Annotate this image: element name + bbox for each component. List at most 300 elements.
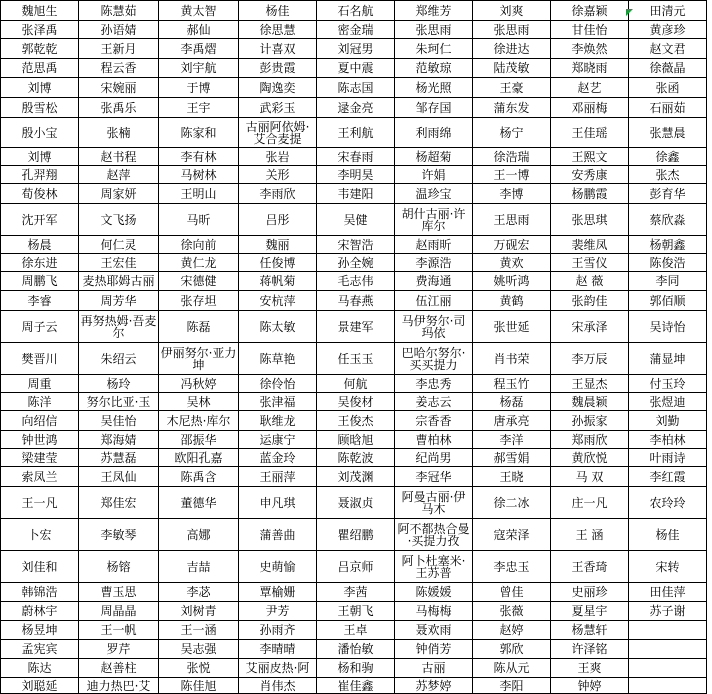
name-cell[interactable]: 范思禹 [1, 59, 79, 78]
name-cell[interactable]: 邹存国 [395, 98, 473, 118]
name-cell[interactable]: 石丽茹 [629, 98, 707, 118]
name-cell[interactable]: 赵书程 [79, 148, 159, 166]
name-cell[interactable]: 陈媛媛 [395, 583, 473, 602]
name-cell[interactable] [629, 640, 707, 659]
table-row [1, 393, 707, 411]
name-cell[interactable]: 邵振华 [159, 431, 239, 449]
name-cell[interactable]: 吉喆 [159, 551, 239, 583]
name-cell[interactable]: 曹柏林 [395, 431, 473, 449]
name-cell[interactable]: 徐鑫 [629, 148, 707, 166]
name-cell[interactable]: 索凤兰 [1, 467, 79, 487]
name-cell[interactable]: 聂欢雨 [395, 621, 473, 640]
name-cell[interactable]: 杨镕 [79, 551, 159, 583]
name-cell[interactable]: 蓝金玲 [239, 449, 317, 467]
name-cell[interactable]: 王新月 [79, 39, 159, 59]
name-cell[interactable]: 蔡欣淼 [629, 204, 707, 236]
name-cell[interactable]: 李晴晴 [239, 640, 317, 659]
table-row [1, 1, 707, 21]
name-cell[interactable]: 吴佳怡 [79, 411, 159, 431]
name-cell[interactable]: 密金瑞 [317, 21, 395, 39]
name-cell[interactable]: 张津福 [239, 393, 317, 411]
name-cell[interactable]: 王一帆 [79, 621, 159, 640]
name-cell[interactable]: 赵雨昕 [395, 236, 473, 254]
name-cell[interactable]: 赵婷 [473, 621, 551, 640]
name-cell[interactable]: 巴哈尔努尔·买买提力 [395, 343, 473, 375]
name-cell[interactable]: 王思雨 [473, 204, 551, 236]
name-cell[interactable]: 李苾 [159, 583, 239, 602]
name-cell[interactable]: 郭乾乾 [1, 39, 79, 59]
name-cell[interactable]: 计喜双 [239, 39, 317, 59]
name-cell[interactable]: 杨朝鑫 [629, 236, 707, 254]
name-cell[interactable]: 阿曼古丽·伊马木 [395, 487, 473, 519]
name-cell[interactable]: 陈佳旭 [159, 678, 239, 694]
name-cell[interactable]: 任俊博 [239, 254, 317, 272]
name-cell[interactable]: 郝雪娟 [473, 449, 551, 467]
table-row [1, 640, 707, 659]
name-cell[interactable]: 刘勤 [629, 411, 707, 431]
name-cell[interactable]: 荀俊林 [1, 184, 79, 204]
name-cell[interactable]: 殷小宝 [1, 118, 79, 148]
name-cell[interactable]: 王爽 [551, 659, 629, 678]
name-cell[interactable]: 尹芳 [239, 602, 317, 621]
name-cell[interactable]: 刘爽 [473, 1, 551, 21]
name-cell[interactable]: 夏中震 [317, 59, 395, 78]
name-cell[interactable]: 孙语婧 [79, 21, 159, 39]
name-cell[interactable]: 伍江丽 [395, 291, 473, 311]
name-cell[interactable]: 钟世鸿 [1, 431, 79, 449]
name-cell[interactable]: 庄一凡 [551, 487, 629, 519]
name-cell[interactable]: 王一涵 [159, 621, 239, 640]
name-cell[interactable]: 徐薇晶 [629, 59, 707, 78]
name-cell[interactable]: 刘博 [1, 148, 79, 166]
name-cell[interactable]: 裴维凤 [551, 236, 629, 254]
name-cell[interactable]: 樊晋川 [1, 343, 79, 375]
name-cell[interactable]: 安杭萍 [239, 291, 317, 311]
name-cell[interactable]: 杨昱坤 [1, 621, 79, 640]
name-cell[interactable]: 苏梦婷 [395, 678, 473, 694]
name-cell[interactable]: 吕京师 [317, 551, 395, 583]
name-cell[interactable]: 顾晗旭 [317, 431, 395, 449]
name-cell[interactable]: 王凤仙 [79, 467, 159, 487]
name-cell[interactable]: 李万辰 [551, 343, 629, 375]
name-cell[interactable]: 李博 [473, 184, 551, 204]
name-cell[interactable]: 付玉玲 [629, 375, 707, 393]
name-cell[interactable]: 文飞扬 [79, 204, 159, 236]
name-cell[interactable]: 蔚林宇 [1, 602, 79, 621]
name-cell[interactable]: 于博 [159, 78, 239, 98]
name-cell[interactable]: 叶雨诗 [629, 449, 707, 467]
name-cell[interactable]: 武彩玉 [239, 98, 317, 118]
name-cell[interactable]: 李忠玉 [473, 551, 551, 583]
name-cell[interactable]: 杨超菊 [395, 148, 473, 166]
name-cell[interactable]: 胡什古丽·许库尔 [395, 204, 473, 236]
name-cell[interactable]: 伊丽努尔·亚力坤 [159, 343, 239, 375]
name-cell[interactable] [629, 659, 707, 678]
name-cell[interactable]: 张薇 [473, 602, 551, 621]
name-cell[interactable]: 马 双 [551, 467, 629, 487]
name-cell[interactable]: 许娟 [395, 166, 473, 184]
name-cell[interactable]: 陈达 [1, 659, 79, 678]
name-cell[interactable]: 徐思慧 [239, 21, 317, 39]
name-cell[interactable]: 刘宇航 [159, 59, 239, 78]
name-cell[interactable]: 张煜迪 [629, 393, 707, 411]
name-cell[interactable]: 黄彦珍 [629, 21, 707, 39]
name-cell[interactable]: 黄太智 [159, 1, 239, 21]
name-cell[interactable]: 吴俊材 [317, 393, 395, 411]
name-cell[interactable]: 王豪 [473, 78, 551, 98]
name-cell[interactable]: 夏星宇 [551, 602, 629, 621]
name-cell[interactable]: 范敏琼 [395, 59, 473, 78]
name-cell[interactable]: 费海通 [395, 272, 473, 291]
name-cell[interactable]: 肖伟杰 [239, 678, 317, 694]
name-cell[interactable]: 张悦 [159, 659, 239, 678]
name-cell[interactable]: 杨宁 [473, 118, 551, 148]
name-cell[interactable]: 彭育华 [629, 184, 707, 204]
name-cell[interactable]: 刘冠男 [317, 39, 395, 59]
name-cell[interactable]: 蒲善曲 [239, 519, 317, 551]
name-cell[interactable]: 陈草艳 [239, 343, 317, 375]
name-cell[interactable]: 欧阳孔嘉 [159, 449, 239, 467]
name-cell[interactable]: 赵萍 [79, 166, 159, 184]
table-row [1, 375, 707, 393]
name-cell[interactable]: 石名航 [317, 1, 395, 21]
name-cell[interactable]: 申凡琪 [239, 487, 317, 519]
name-cell[interactable]: 张思雨 [473, 21, 551, 39]
name-cell[interactable]: 王卓 [317, 621, 395, 640]
name-cell[interactable]: 韩锦浩 [1, 583, 79, 602]
name-cell[interactable]: 程云香 [79, 59, 159, 78]
name-cell[interactable]: 利雨绵 [395, 118, 473, 148]
name-cell[interactable]: 陈禹含 [159, 467, 239, 487]
name-cell[interactable]: 温珍宝 [395, 184, 473, 204]
name-cell[interactable]: 聂淑贞 [317, 487, 395, 519]
name-cell[interactable]: 王一凡 [1, 487, 79, 519]
name-cell[interactable]: 景建军 [317, 311, 395, 343]
name-cell[interactable]: 阿卜杜塞米·王苏普 [395, 551, 473, 583]
name-cell[interactable]: 唐承亮 [473, 411, 551, 431]
name-cell[interactable]: 古丽阿依姆·艾合麦提 [239, 118, 317, 148]
name-cell[interactable]: 宋春雨 [317, 148, 395, 166]
name-cell[interactable]: 王 涵 [551, 519, 629, 551]
name-cell[interactable]: 肖书荣 [473, 343, 551, 375]
name-cell[interactable]: 李阳 [473, 678, 551, 694]
name-cell[interactable]: 王一博 [473, 166, 551, 184]
name-cell[interactable]: 周子云 [1, 311, 79, 343]
name-cell[interactable]: 李红霞 [629, 467, 707, 487]
name-cell[interactable]: 王利航 [317, 118, 395, 148]
name-cell[interactable]: 蒲东发 [473, 98, 551, 118]
name-cell[interactable]: 甘佳怡 [551, 21, 629, 39]
name-cell[interactable]: 罗芹 [79, 640, 159, 659]
name-cell[interactable]: 耿维龙 [239, 411, 317, 431]
name-cell[interactable]: 李明昊 [317, 166, 395, 184]
table-row [1, 254, 707, 272]
name-cell[interactable]: 冯秋婷 [159, 375, 239, 393]
name-cell[interactable]: 阿不都热合曼·买提力孜 [395, 519, 473, 551]
name-cell[interactable]: 徐东进 [1, 254, 79, 272]
name-cell[interactable]: 朱珂仁 [395, 39, 473, 59]
name-cell[interactable]: 刘树青 [159, 602, 239, 621]
name-cell[interactable]: 赵善柱 [79, 659, 159, 678]
name-cell[interactable]: 安秀康 [551, 166, 629, 184]
name-cell[interactable]: 宋承泽 [551, 311, 629, 343]
name-cell[interactable]: 周鹏飞 [1, 272, 79, 291]
name-cell[interactable]: 麦热耶姆古丽 [79, 272, 159, 291]
name-cell[interactable]: 徐浩瑞 [473, 148, 551, 166]
name-cell[interactable]: 赵 薇 [551, 272, 629, 291]
name-cell[interactable]: 张函 [629, 78, 707, 98]
name-cell[interactable]: 李焕然 [551, 39, 629, 59]
name-cell[interactable]: 苏慧磊 [79, 449, 159, 467]
name-cell[interactable]: 关形 [239, 166, 317, 184]
name-cell[interactable]: 马伊努尔·司玛依 [395, 311, 473, 343]
name-cell[interactable]: 毛志伟 [317, 272, 395, 291]
name-cell[interactable]: 李源浩 [395, 254, 473, 272]
name-cell[interactable]: 赵文君 [629, 39, 707, 59]
name-cell[interactable]: 宋智浩 [317, 236, 395, 254]
name-cell[interactable]: 李雨欣 [239, 184, 317, 204]
name-cell[interactable]: 努尔比亚·玉 [79, 393, 159, 411]
name-cell[interactable]: 程玉竹 [473, 375, 551, 393]
name-cell[interactable]: 徐进达 [473, 39, 551, 59]
name-cell[interactable]: 周芳华 [79, 291, 159, 311]
name-cell[interactable]: 陈志国 [317, 78, 395, 98]
name-cell[interactable]: 黄欣悦 [551, 449, 629, 467]
name-cell[interactable] [629, 678, 707, 694]
name-cell[interactable]: 魏晨颖 [551, 393, 629, 411]
name-cell[interactable]: 李有林 [159, 148, 239, 166]
name-cell[interactable]: 赵艺 [551, 78, 629, 98]
name-cell[interactable]: 钟婷 [551, 678, 629, 694]
name-cell[interactable]: 郑佳宏 [79, 487, 159, 519]
name-cell[interactable]: 周重 [1, 375, 79, 393]
name-cell[interactable]: 何航 [317, 375, 395, 393]
name-cell[interactable]: 蒲显坤 [629, 343, 707, 375]
table-row [1, 291, 707, 311]
name-cell[interactable]: 田清元 [629, 1, 707, 21]
name-cell[interactable]: 张岩 [239, 148, 317, 166]
name-cell[interactable]: 邓丽梅 [551, 98, 629, 118]
name-cell[interactable]: 运康宁 [239, 431, 317, 449]
name-cell[interactable]: 艾丽皮热·阿 [239, 659, 317, 678]
name-cell[interactable]: 陈洋 [1, 393, 79, 411]
name-cell[interactable]: 孙雨齐 [239, 621, 317, 640]
name-cell[interactable]: 宋德健 [159, 272, 239, 291]
name-cell[interactable]: 迪力热巴·艾 [79, 678, 159, 694]
name-cell[interactable]: 李冠华 [395, 467, 473, 487]
name-cell[interactable]: 徐伶怡 [239, 375, 317, 393]
name-cell[interactable]: 张韵佳 [551, 291, 629, 311]
name-cell[interactable]: 周晶晶 [79, 602, 159, 621]
name-cell[interactable]: 许泽铭 [551, 640, 629, 659]
name-cell[interactable]: 杨鹏霞 [551, 184, 629, 204]
name-cell[interactable]: 杨磊 [473, 393, 551, 411]
name-cell[interactable]: 杨佳 [239, 1, 317, 21]
name-cell[interactable]: 孙全婉 [317, 254, 395, 272]
name-cell[interactable]: 陈俊浩 [629, 254, 707, 272]
name-cell[interactable]: 陆茂敏 [473, 59, 551, 78]
name-cell[interactable]: 史丽珍 [551, 583, 629, 602]
name-cell[interactable]: 姜志云 [395, 393, 473, 411]
name-cell[interactable]: 王朝飞 [317, 602, 395, 621]
name-cell[interactable]: 吴林 [159, 393, 239, 411]
name-cell[interactable]: 徐嘉颖 [551, 1, 629, 21]
name-cell[interactable]: 王雪仪 [551, 254, 629, 272]
name-cell[interactable]: 瞿绍鹏 [317, 519, 395, 551]
name-cell[interactable]: 崔佳鑫 [317, 678, 395, 694]
name-cell[interactable]: 蒋帆菊 [239, 272, 317, 291]
name-cell[interactable]: 韦建阳 [317, 184, 395, 204]
name-cell[interactable]: 陈慧茹 [79, 1, 159, 21]
name-cell[interactable]: 马树林 [159, 166, 239, 184]
name-cell[interactable]: 郑维芳 [395, 1, 473, 21]
name-cell[interactable]: 杨玲 [79, 375, 159, 393]
name-cell[interactable]: 徐向前 [159, 236, 239, 254]
name-cell[interactable]: 王熙文 [551, 148, 629, 166]
name-cell[interactable]: 杨和驹 [317, 659, 395, 678]
name-cell[interactable]: 史萌愉 [239, 551, 317, 583]
name-cell[interactable]: 张存坦 [159, 291, 239, 311]
name-cell[interactable]: 杨佳 [629, 519, 707, 551]
name-cell[interactable]: 陈乾波 [317, 449, 395, 467]
name-cell[interactable]: 张禹乐 [79, 98, 159, 118]
name-cell[interactable]: 刘佳和 [1, 551, 79, 583]
table-row [1, 411, 707, 431]
name-cell[interactable]: 孟宪宾 [1, 640, 79, 659]
name-cell[interactable]: 寇荣泽 [473, 519, 551, 551]
name-cell[interactable]: 张慧晨 [629, 118, 707, 148]
name-cell[interactable]: 任玉玉 [317, 343, 395, 375]
name-cell[interactable]: 李茜 [317, 583, 395, 602]
name-cell[interactable]: 吴健 [317, 204, 395, 236]
name-cell[interactable]: 张思琪 [551, 204, 629, 236]
name-cell[interactable]: 杨晨 [1, 236, 79, 254]
name-cell[interactable]: 张思雨 [395, 21, 473, 39]
name-cell[interactable]: 吴诗怡 [629, 311, 707, 343]
name-cell[interactable]: 徐二冰 [473, 487, 551, 519]
name-cell[interactable]: 陈家和 [159, 118, 239, 148]
table-row [1, 519, 707, 551]
name-cell[interactable]: 梁建莹 [1, 449, 79, 467]
name-cell[interactable]: 刘博 [1, 78, 79, 98]
name-cell[interactable]: 魏丽 [239, 236, 317, 254]
name-cell[interactable]: 吕彤 [239, 204, 317, 236]
name-cell[interactable]: 郑晓雨 [551, 59, 629, 78]
name-cell[interactable]: 何仁灵 [79, 236, 159, 254]
name-cell[interactable]: 张世延 [473, 311, 551, 343]
name-cell[interactable]: 李洋 [473, 431, 551, 449]
name-cell[interactable]: 潘怡敏 [317, 640, 395, 659]
name-cell[interactable]: 田佳萍 [629, 583, 707, 602]
name-cell[interactable]: 郝仙 [159, 21, 239, 39]
name-cell[interactable]: 曾佳 [473, 583, 551, 602]
name-cell[interactable]: 姚听鸿 [473, 272, 551, 291]
name-cell[interactable]: 卜宏 [1, 519, 79, 551]
table-row [1, 272, 707, 291]
name-cell[interactable]: 殷雪松 [1, 98, 79, 118]
name-cell[interactable]: 木尼热·库尔 [159, 411, 239, 431]
name-cell[interactable]: 农玲玲 [629, 487, 707, 519]
name-cell[interactable]: 宋转 [629, 551, 707, 583]
name-cell[interactable]: 杨慧轩 [551, 621, 629, 640]
name-cell[interactable]: 王香琦 [551, 551, 629, 583]
name-cell[interactable]: 王佳瑶 [551, 118, 629, 148]
name-cell[interactable]: 张楠 [79, 118, 159, 148]
name-cell[interactable]: 黄欢 [473, 254, 551, 272]
name-cell[interactable]: 宗香香 [395, 411, 473, 431]
name-cell[interactable]: 马昕 [159, 204, 239, 236]
name-cell[interactable]: 李敏琴 [79, 519, 159, 551]
name-cell[interactable]: 王宇 [159, 98, 239, 118]
name-cell[interactable]: 覃榆姗 [239, 583, 317, 602]
name-cell[interactable]: 魏旭生 [1, 1, 79, 21]
name-cell[interactable]: 陈太敏 [239, 311, 317, 343]
name-cell[interactable] [629, 621, 707, 640]
name-cell[interactable]: 孔羿翔 [1, 166, 79, 184]
name-cell[interactable]: 钟俏芳 [395, 640, 473, 659]
name-cell[interactable]: 王丽萍 [239, 467, 317, 487]
name-cell[interactable]: 郭欣 [473, 640, 551, 659]
name-cell[interactable]: 王显杰 [551, 375, 629, 393]
name-cell[interactable]: 郑雨欣 [551, 431, 629, 449]
name-cell[interactable]: 李禹熠 [159, 39, 239, 59]
table-row [1, 311, 707, 343]
name-cell[interactable]: 王明山 [159, 184, 239, 204]
name-cell[interactable]: 张杰 [629, 166, 707, 184]
name-cell[interactable]: 王宏佳 [79, 254, 159, 272]
name-cell[interactable]: 张泽禹 [1, 21, 79, 39]
table-row [1, 431, 707, 449]
name-cell[interactable]: 李同 [629, 272, 707, 291]
name-cell[interactable]: 周家妍 [79, 184, 159, 204]
name-cell[interactable]: 苏子谢 [629, 602, 707, 621]
name-cell[interactable]: 董德华 [159, 487, 239, 519]
name-cell[interactable]: 李忠秀 [395, 375, 473, 393]
name-cell[interactable]: 吴志强 [159, 640, 239, 659]
name-cell[interactable]: 万砚宏 [473, 236, 551, 254]
name-cell[interactable]: 彭贵霞 [239, 59, 317, 78]
name-cell[interactable]: 陈磊 [159, 311, 239, 343]
name-cell[interactable]: 向绍信 [1, 411, 79, 431]
name-cell[interactable]: 刘茂渊 [317, 467, 395, 487]
name-cell[interactable]: 高娜 [159, 519, 239, 551]
name-cell[interactable]: 马春燕 [317, 291, 395, 311]
name-cell[interactable]: 黄鹤 [473, 291, 551, 311]
name-cell[interactable]: 陈从元 [473, 659, 551, 678]
name-cell[interactable]: 纪尚男 [395, 449, 473, 467]
name-cell[interactable]: 逯金亮 [317, 98, 395, 118]
name-cell[interactable]: 马梅梅 [395, 602, 473, 621]
name-cell[interactable]: 王晓 [473, 467, 551, 487]
name-cell[interactable]: 再努热姆·吾麦尔 [79, 311, 159, 343]
name-cell[interactable]: 杨光照 [395, 78, 473, 98]
name-cell[interactable]: 曹玉思 [79, 583, 159, 602]
name-cell[interactable]: 郑海婧 [79, 431, 159, 449]
name-cell[interactable]: 沈开军 [1, 204, 79, 236]
name-cell[interactable]: 王俊杰 [317, 411, 395, 431]
name-cell[interactable]: 古丽 [395, 659, 473, 678]
name-cell[interactable]: 郭佰顺 [629, 291, 707, 311]
name-cell[interactable]: 李睿 [1, 291, 79, 311]
table-row [1, 78, 707, 98]
name-cell[interactable]: 孙振家 [551, 411, 629, 431]
name-cell[interactable]: 朱绍云 [79, 343, 159, 375]
name-cell[interactable]: 宋婉丽 [79, 78, 159, 98]
name-cell[interactable]: 陶逸奕 [239, 78, 317, 98]
name-cell[interactable]: 黄仁龙 [159, 254, 239, 272]
name-cell[interactable]: 李柏林 [629, 431, 707, 449]
name-cell[interactable]: 刘聪延 [1, 678, 79, 694]
